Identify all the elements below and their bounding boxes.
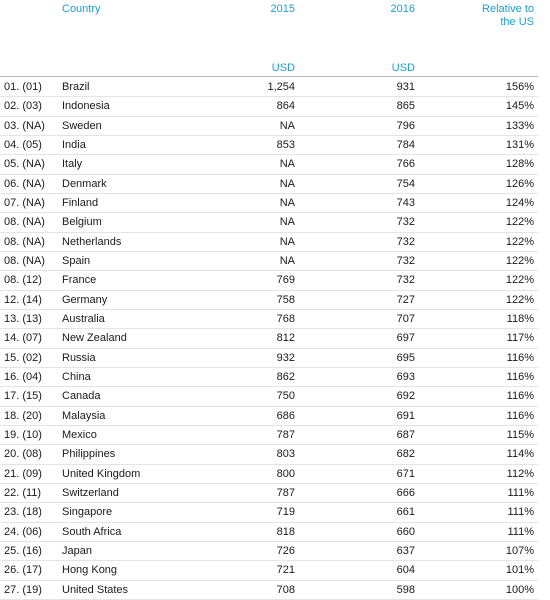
relative-cell: 114%	[506, 448, 534, 461]
table-row	[0, 542, 550, 561]
relative-cell: 122%	[505, 216, 534, 229]
value-2015-cell: NA	[279, 119, 295, 132]
value-2015-cell: 864	[276, 100, 295, 113]
value-2016-cell: 682	[396, 448, 415, 461]
value-2015-cell: NA	[279, 158, 295, 171]
relative-cell: 128%	[505, 158, 534, 171]
table-row	[0, 368, 550, 387]
value-2016-cell: 692	[396, 390, 415, 403]
value-2015-cell: 721	[276, 564, 295, 577]
table-row	[0, 445, 550, 464]
country-cell: Hong Kong	[62, 564, 118, 577]
value-2015-cell: 853	[276, 138, 295, 151]
relative-cell: 122%	[505, 293, 534, 306]
value-2015-cell: 803	[276, 448, 295, 461]
rank-cell: 04. (05)	[4, 138, 42, 151]
value-2015-cell: 1,254	[267, 81, 295, 93]
value-2016-cell: 766	[396, 158, 415, 171]
country-cell: United States	[62, 583, 129, 596]
value-2015-cell: 800	[276, 467, 295, 480]
value-2015-cell: NA	[279, 216, 295, 229]
table-row	[0, 194, 550, 213]
value-2016-cell: 732	[396, 235, 415, 248]
rank-cell: 16. (04)	[4, 370, 42, 383]
table-row	[0, 387, 550, 406]
table-row	[0, 213, 550, 232]
rank-cell: 08. (NA)	[4, 235, 45, 248]
rank-cell: 25. (16)	[4, 544, 42, 557]
country-cell: Japan	[62, 544, 92, 557]
rank-cell: 19. (10)	[4, 428, 42, 441]
rank-cell: 17. (15)	[4, 390, 42, 403]
value-2016-cell: 695	[396, 351, 415, 364]
value-2016-cell: 697	[396, 332, 415, 345]
relative-cell: 116%	[506, 409, 534, 422]
country-cell: India	[62, 138, 86, 151]
value-2015-cell: 932	[276, 351, 295, 364]
rank-cell: 27. (19)	[4, 583, 42, 596]
value-2016-cell: 598	[396, 583, 415, 596]
country-cell: Singapore	[62, 506, 113, 519]
value-2016-cell: 604	[396, 564, 415, 577]
relative-cell: 122%	[505, 254, 534, 267]
table-row	[0, 271, 550, 290]
value-2016-cell: 931	[396, 81, 415, 93]
rank-cell: 07. (NA)	[4, 196, 45, 209]
relative-cell: 122%	[505, 235, 534, 248]
table-row	[0, 329, 550, 348]
table-row	[0, 252, 550, 271]
table-row	[0, 484, 550, 503]
relative-cell: 111%	[507, 486, 534, 499]
value-2015-cell: 812	[276, 332, 295, 345]
value-2015-cell: 787	[276, 486, 295, 499]
country-cell: France	[62, 274, 97, 287]
value-2015-cell: 750	[276, 390, 295, 403]
table-row	[0, 155, 550, 174]
value-2016-cell: 727	[396, 293, 415, 306]
country-cell: Finland	[62, 196, 99, 209]
value-2015-cell: NA	[279, 177, 295, 190]
country-cell: Switzerland	[62, 486, 119, 499]
table-row	[0, 233, 550, 252]
relative-cell: 145%	[505, 100, 534, 113]
country-cell: Russia	[62, 351, 96, 364]
table-row	[0, 136, 550, 155]
header-relative-line2: the US	[500, 16, 534, 28]
country-cell: Germany	[62, 293, 108, 306]
value-2015-cell: 768	[276, 312, 295, 325]
value-2015-cell: 862	[276, 370, 295, 383]
value-2015-cell: 758	[276, 293, 295, 306]
value-2015-cell: 818	[276, 525, 295, 538]
value-2016-cell: 743	[396, 196, 415, 209]
header-2016: 2016	[390, 3, 415, 15]
rank-cell: 03. (NA)	[4, 119, 45, 132]
value-2015-cell: 726	[276, 544, 295, 557]
rank-cell: 23. (18)	[4, 506, 42, 519]
country-cell: Netherlands	[62, 235, 122, 248]
rank-cell: 06. (NA)	[4, 177, 45, 190]
relative-cell: 156%	[505, 81, 534, 93]
unit-2016: USD	[391, 62, 415, 74]
value-2016-cell: 691	[396, 409, 415, 422]
rank-cell: 08. (NA)	[4, 216, 45, 229]
value-2016-cell: 637	[396, 544, 415, 557]
value-2016-cell: 661	[396, 506, 415, 519]
table-row	[0, 349, 550, 368]
table-row	[0, 78, 550, 97]
value-2016-cell: 796	[396, 119, 415, 132]
rank-cell: 18. (20)	[4, 409, 42, 422]
value-2016-cell: 693	[396, 370, 415, 383]
table-row	[0, 291, 550, 310]
country-cell: Belgium	[62, 216, 102, 229]
relative-cell: 126%	[505, 177, 534, 190]
value-2015-cell: 686	[276, 409, 295, 422]
value-2016-cell: 666	[396, 486, 415, 499]
rank-cell: 01. (01)	[4, 81, 42, 93]
relative-cell: 131%	[505, 138, 534, 151]
value-2016-cell: 784	[396, 138, 415, 151]
relative-cell: 112%	[506, 467, 534, 480]
country-cell: Australia	[62, 312, 105, 325]
table-row	[0, 561, 550, 580]
table-row	[0, 407, 550, 426]
country-cell: Malaysia	[62, 409, 106, 422]
country-cell: Mexico	[62, 428, 97, 441]
relative-cell: 100%	[505, 583, 534, 596]
relative-cell: 118%	[506, 312, 534, 325]
rank-cell: 22. (11)	[4, 486, 42, 499]
country-cell: New Zealand	[62, 332, 127, 345]
relative-cell: 124%	[505, 196, 534, 209]
value-2015-cell: NA	[279, 235, 295, 248]
header-country: Country	[62, 3, 101, 15]
table-row	[0, 117, 550, 136]
table-row	[0, 523, 550, 542]
value-2016-cell: 732	[396, 254, 415, 267]
header-relative-line1: Relative to	[482, 3, 534, 15]
country-cell: Italy	[62, 158, 83, 171]
value-2016-cell: 660	[396, 525, 415, 538]
relative-cell: 116%	[506, 351, 534, 364]
rank-cell: 13. (13)	[4, 312, 42, 325]
rank-cell: 12. (14)	[4, 293, 42, 306]
value-2016-cell: 732	[396, 216, 415, 229]
country-cell: Denmark	[62, 177, 107, 190]
table-row	[0, 175, 550, 194]
table-row	[0, 97, 550, 116]
value-2016-cell: 865	[396, 100, 415, 113]
header-relative-to-us	[455, 3, 534, 29]
country-cell: United Kingdom	[62, 467, 141, 480]
value-2016-cell: 671	[396, 467, 415, 480]
rank-cell: 08. (12)	[4, 274, 42, 287]
country-cell: Sweden	[62, 119, 102, 132]
rank-cell: 05. (NA)	[4, 158, 45, 171]
value-2016-cell: 707	[396, 312, 415, 325]
value-2015-cell: NA	[279, 254, 295, 267]
relative-cell: 111%	[507, 506, 534, 519]
relative-cell: 116%	[506, 390, 534, 403]
relative-cell: 122%	[505, 274, 534, 287]
rank-cell: 20. (08)	[4, 448, 42, 461]
rank-cell: 21. (09)	[4, 467, 42, 480]
relative-cell: 111%	[507, 525, 534, 538]
relative-cell: 117%	[506, 332, 534, 345]
rank-cell: 08. (NA)	[4, 254, 45, 267]
relative-cell: 101%	[505, 564, 534, 577]
country-table	[0, 78, 550, 600]
table-row	[0, 465, 550, 484]
value-2015-cell: NA	[279, 196, 295, 209]
relative-cell: 116%	[506, 370, 534, 383]
country-cell: Brazil	[62, 81, 90, 93]
country-cell: China	[62, 370, 91, 383]
country-cell: South Africa	[62, 525, 122, 538]
value-2016-cell: 732	[396, 274, 415, 287]
relative-cell: 115%	[506, 428, 534, 441]
country-cell: Spain	[62, 254, 91, 267]
table-row	[0, 426, 550, 445]
table-row	[0, 310, 550, 329]
country-cell: Philippines	[62, 448, 116, 461]
value-2016-cell: 687	[396, 428, 415, 441]
rank-cell: 15. (02)	[4, 351, 42, 364]
rank-cell: 26. (17)	[4, 564, 42, 577]
rank-cell: 24. (06)	[4, 525, 42, 538]
country-cell: Canada	[62, 390, 101, 403]
value-2015-cell: 708	[276, 583, 295, 596]
header-rule	[0, 76, 538, 77]
value-2016-cell: 754	[396, 177, 415, 190]
rank-cell: 02. (03)	[4, 100, 42, 113]
value-2015-cell: 769	[276, 274, 295, 287]
table-row	[0, 581, 550, 600]
value-2015-cell: 719	[276, 506, 295, 519]
relative-cell: 107%	[505, 544, 534, 557]
value-2015-cell: 787	[276, 428, 295, 441]
table-row	[0, 503, 550, 522]
relative-cell: 133%	[505, 119, 534, 132]
country-cell: Indonesia	[62, 100, 110, 113]
unit-2015: USD	[271, 62, 295, 74]
rank-cell: 14. (07)	[4, 332, 42, 345]
header-2015: 2015	[270, 3, 295, 15]
